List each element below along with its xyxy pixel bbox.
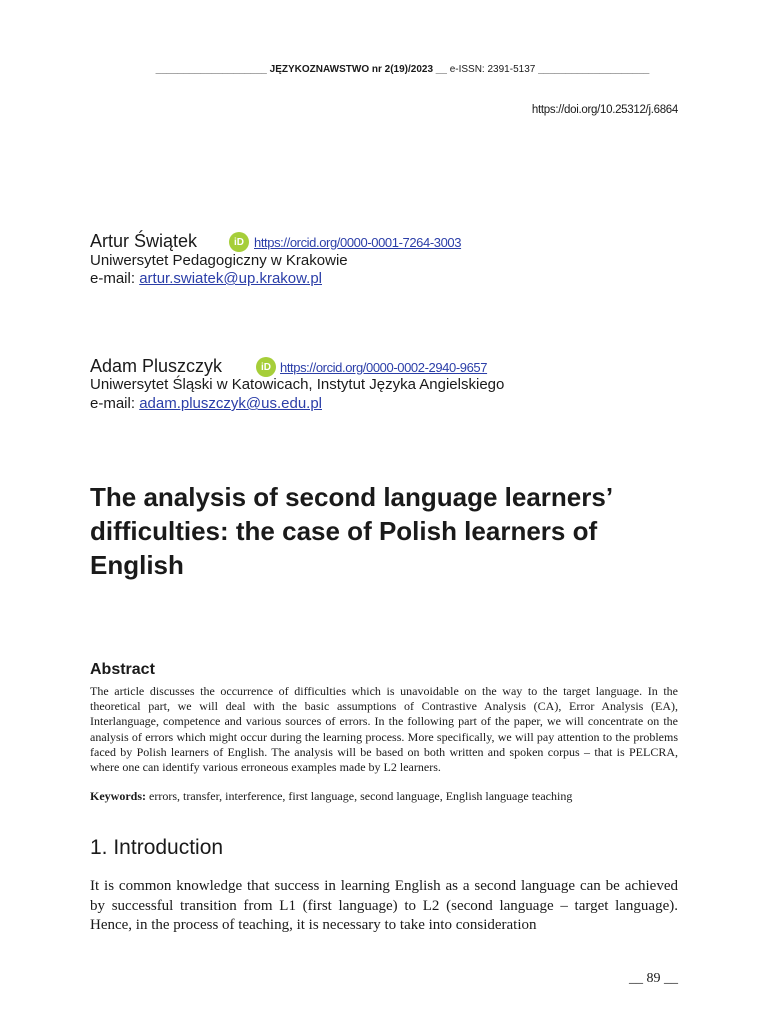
header-trail: ____________________ [535,64,650,75]
orcid-link[interactable]: https://orcid.org/0000-0002-2940-9657 [280,360,488,375]
section-heading: 1. Introduction [90,836,224,859]
abstract-heading: Abstract [90,661,155,678]
author-email-line [90,395,322,412]
issn: e-ISSN: 2391-5137 [449,64,536,75]
page-number: __ 89 __ [629,971,678,986]
email-link[interactable]: adam.pluszczyk@us.edu.pl [139,395,322,412]
orcid-link[interactable]: https://orcid.org/0000-0001-7264-3003 [254,235,462,250]
doi-link[interactable]: https://doi.org/10.25312/j.6864 [531,104,678,116]
author-email-line [90,270,322,287]
email-label: e-mail: [90,270,140,287]
email-label: e-mail: [90,395,140,412]
journal-title: ____________________ JĘZYKOZNAWSTWO nr 2(19)/2023 __ [155,64,450,75]
abstract-text: The article discusses the occurrence of difficulties which is unavoidable on the way to the target language. In the theoretical part, we will deal with the basic assumptions of Contrastive Analysis (CA), Error Analysis (EA), Interlanguage, competence and various sources of errors. In the following part of the paper, we will concentrate on the analysis of errors which might occur during the learning process. More specifically, we will pay attention to the problems faced by Polish learners of English. The analysis will be based on both written and spoken corpus – that is PELCRA, where one can identify various erroneous examples made by L2 learners. [90,684,678,775]
author-affiliation: Uniwersytet Śląski w Katowicach, Instytut Języka Angielskiego [90,376,505,393]
article-title: The analysis of second language learners’ difficulties: the case of Polish learners of English [90,482,612,580]
email-link[interactable]: artur.swiatek@up.krakow.pl [139,270,322,287]
orcid-icon[interactable]: iD [229,232,249,252]
keywords [90,789,678,804]
orcid-icon[interactable]: iD [256,357,276,377]
keywords-label: Keywords: [90,789,146,803]
author-affiliation: Uniwersytet Pedagogiczny w Krakowie [90,252,348,269]
keywords-text: errors, transfer, interference, first language, second language, English language teaching [146,789,573,803]
author-name: Artur Świątek [90,231,198,251]
journal-header [127,64,678,75]
author-name: Adam Pluszczyk [90,356,223,376]
body-paragraph: It is common knowledge that success in learning English as a second language can be achieved by successful transition from L1 (first language) to L2 (second language – target language). Hence, in the process of teaching, it is necessary to take into consideration [90,878,678,933]
